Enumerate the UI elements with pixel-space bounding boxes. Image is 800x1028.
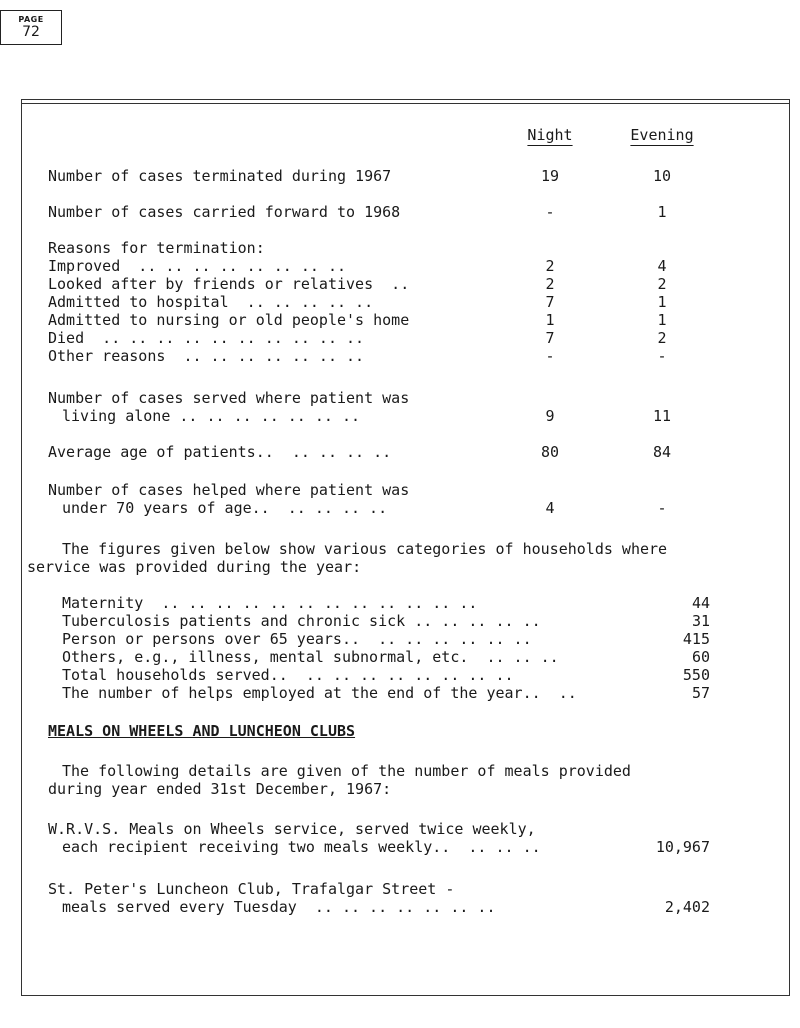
household-label: The number of helps employed at the end of the year.. .. [62, 684, 577, 702]
evening-carried: 1 [657, 203, 667, 221]
household-label: Maternity .. .. .. .. .. .. .. .. .. .. .. .. [62, 594, 478, 612]
night-over70: 4 [545, 499, 555, 517]
col-header-evening: Evening [630, 126, 694, 144]
figures-intro-line1: The figures given below show various categories of households where [62, 540, 668, 558]
evening-terminated: 10 [652, 167, 672, 185]
meals-intro-line1: The following details are given of the number of meals provided [62, 762, 631, 780]
evening-age: 84 [652, 443, 672, 461]
wrvs-value: 10,967 [655, 838, 710, 856]
row-label-terminated: Number of cases terminated during 1967 [48, 167, 392, 185]
night-age: 80 [540, 443, 560, 461]
household-value: 60 [691, 648, 710, 666]
reason-label: Died .. .. .. .. .. .. .. .. .. .. [48, 329, 365, 347]
reason-label: Admitted to nursing or old people's home [48, 311, 410, 329]
reason-night: 7 [545, 329, 555, 347]
figures-intro-line2: service was provided during the year: [27, 558, 362, 576]
reason-label: Improved .. .. .. .. .. .. .. .. [48, 257, 347, 275]
reason-evening: 2 [657, 329, 667, 347]
household-value: 44 [691, 594, 710, 612]
household-value: 550 [682, 666, 710, 684]
household-label: Others, e.g., illness, mental subnormal, etc. .. .. .. [62, 648, 559, 666]
page-number: 72 [22, 24, 40, 40]
reasons-heading: Reasons for termination: [48, 239, 265, 257]
alone-label-line2: living alone .. .. .. .. .. .. .. [62, 407, 361, 425]
wrvs-line2: each recipient receiving two meals weekly.. .. .. .. [62, 838, 541, 856]
reason-label: Admitted to hospital .. .. .. .. .. [48, 293, 374, 311]
over70-label-line2: under 70 years of age.. .. .. .. .. [62, 499, 388, 517]
reason-evening: - [657, 347, 667, 365]
wrvs-line1: W.R.V.S. Meals on Wheels service, served twice weekly, [48, 820, 536, 838]
page-label: PAGE [18, 15, 44, 24]
night-terminated: 19 [540, 167, 560, 185]
reason-evening: 4 [657, 257, 667, 275]
night-alone: 9 [545, 407, 555, 425]
meals-intro-line2: during year ended 31st December, 1967: [48, 780, 392, 798]
row-label-carried: Number of cases carried forward to 1968 [48, 203, 401, 221]
reason-night: - [545, 347, 555, 365]
reason-label: Other reasons .. .. .. .. .. .. .. [48, 347, 365, 365]
reason-night: 2 [545, 275, 555, 293]
reason-evening: 2 [657, 275, 667, 293]
evening-alone: 11 [652, 407, 672, 425]
alone-label-line1: Number of cases served where patient was [48, 389, 410, 407]
household-label: Total households served.. .. .. .. .. .. .. .. .. [62, 666, 514, 684]
household-label: Person or persons over 65 years.. .. .. .. .. .. .. [62, 630, 532, 648]
household-label: Tuberculosis patients and chronic sick .. .. .. .. .. [62, 612, 541, 630]
reason-night: 2 [545, 257, 555, 275]
evening-over70: - [657, 499, 667, 517]
household-value: 415 [682, 630, 710, 648]
household-value: 57 [691, 684, 710, 702]
col-header-night: Night [527, 126, 573, 144]
reason-evening: 1 [657, 293, 667, 311]
reason-night: 1 [545, 311, 555, 329]
reason-label: Looked after by friends or relatives .. [48, 275, 410, 293]
household-value: 31 [691, 612, 710, 630]
peter-line1: St. Peter's Luncheon Club, Trafalgar Street - [48, 880, 455, 898]
over70-label-line1: Number of cases helped where patient was [48, 481, 410, 499]
reason-night: 7 [545, 293, 555, 311]
page-number-box [0, 10, 62, 45]
peter-value: 2,402 [664, 898, 710, 916]
night-carried: - [545, 203, 555, 221]
reason-evening: 1 [657, 311, 667, 329]
meals-heading: MEALS ON WHEELS AND LUNCHEON CLUBS [48, 722, 356, 740]
age-label: Average age of patients.. .. .. .. .. [48, 443, 392, 461]
peter-line2: meals served every Tuesday .. .. .. .. .. .. .. [62, 898, 496, 916]
